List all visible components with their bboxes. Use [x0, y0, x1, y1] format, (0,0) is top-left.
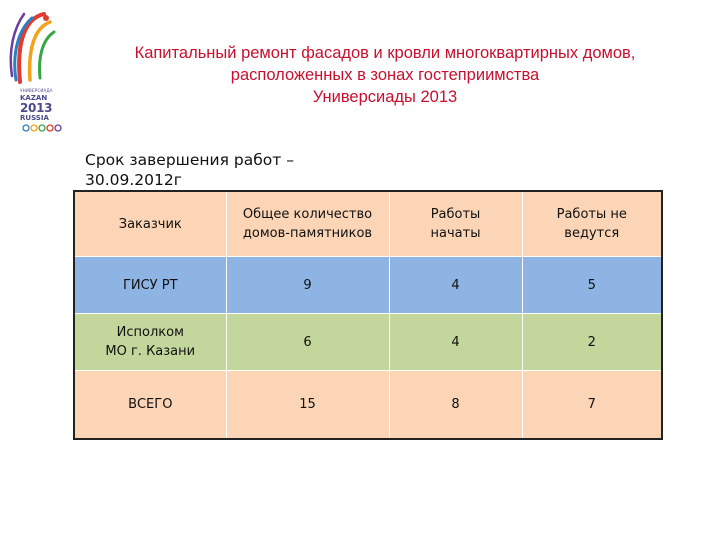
header-started-line-2: начаты: [430, 226, 481, 241]
deadline-line-1: Срок завершения работ –: [85, 151, 294, 169]
title-line-3: Универсиады 2013: [312, 88, 458, 106]
table-header-row: [74, 191, 662, 257]
logo-line-russia: RUSSIA: [20, 114, 49, 122]
cell-started: 4: [389, 314, 522, 371]
header-not-started-line-2: ведутся: [564, 226, 620, 241]
universiade-logo: [4, 10, 70, 140]
logo-rings-icon: [22, 124, 66, 132]
cell-total: 6: [226, 314, 389, 371]
repair-status-table: [73, 190, 663, 440]
logo-line-kazan: KAZAN: [20, 94, 48, 102]
logo-text: [20, 86, 64, 122]
deadline-text: [85, 150, 385, 190]
cell-not-started: 5: [522, 257, 662, 314]
slide-title: [80, 42, 690, 108]
cell-started: 8: [389, 371, 522, 440]
title-line-1: Капитальный ремонт фасадов и кровли многоквартирных домов,: [134, 44, 636, 62]
logo-flame-icon: [4, 10, 70, 90]
cell-customer: [74, 371, 226, 440]
table-row: [74, 257, 662, 314]
cell-customer: [74, 314, 226, 371]
header-customer: Заказчик: [74, 191, 226, 257]
logo-line-year: 2013: [20, 101, 53, 115]
deadline-line-2: 30.09.2012г: [85, 171, 182, 189]
customer-line-1: ВСЕГО: [128, 397, 173, 412]
customer-line-1: Исполком: [116, 325, 184, 340]
title-line-2: расположенных в зонах гостеприимства: [230, 66, 540, 84]
customer-line-1: ГИСУ РТ: [122, 277, 178, 293]
customer-line-2: МО г. Казани: [105, 344, 196, 359]
header-total-line-2: домов-памятников: [242, 226, 373, 241]
header-works-not-started: [522, 191, 662, 257]
cell-total: 9: [226, 257, 389, 314]
table-row: [74, 314, 662, 371]
table-row-total: [74, 371, 662, 440]
logo-line-universiade: УНИВЕРСИАДА: [20, 88, 53, 93]
header-total-line-1: Общее количество: [242, 207, 373, 222]
header-total-houses: [226, 191, 389, 257]
header-started-line-1: Работы: [430, 207, 481, 222]
cell-not-started: 7: [522, 371, 662, 440]
cell-not-started: 2: [522, 314, 662, 371]
cell-started: 4: [389, 257, 522, 314]
cell-customer: [74, 257, 226, 314]
cell-total: 15: [226, 371, 389, 440]
header-not-started-line-1: Работы не: [556, 207, 627, 222]
header-works-started: [389, 191, 522, 257]
